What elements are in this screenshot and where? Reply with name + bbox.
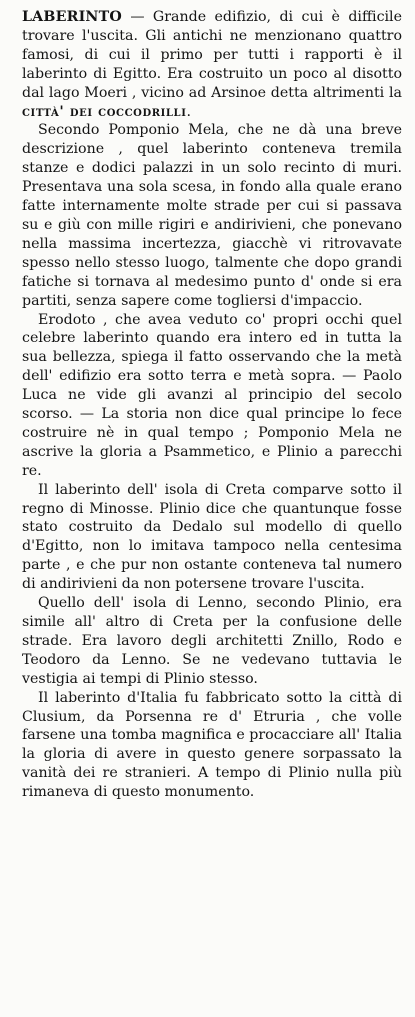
paragraph-intro-text: — Grande edifizio, di cui è difficile trovare l'uscita. Gli antichi ne menzionano quattro famosi, di cui il primo per tutti i rapporti è il laberinto di Egitto. Era costruito un poco al disotto dal lago Moeri , vicino ad Arsinoe detta altrimenti la <box>22 9 402 101</box>
paragraph-intro-end: . <box>186 103 191 120</box>
paragraph-intro <box>22 8 402 121</box>
paragraph-pomponio-mela: Secondo Pomponio Mela, che ne dà una breve descrizione , quel laberinto conteneva tremila stanze e dodici palazzi in un solo recinto di muri. Presentava una sola scesa, in fondo alla quale erano fatte internamente molte strade per cui si passava su e giù con mille rigiri e andirivieni, che ponevano nella massima incertezza, giacchè vi ritrovavate spesso nello stesso luogo, talmente che dopo grandi fatiche si tornava al medesimo punto d' onde si era partiti, senza sapere come togliersi d'impaccio. <box>22 122 402 309</box>
paragraph-creta: Il laberinto dell' isola di Creta comparve sotto il regno di Minosse. Plinio dice che quantunque fosse stato costruito da Dedalo sul modello di quello d'Egitto, non lo imitava tampoco nella centesima parte , e che pur non ostante conteneva tal numero di andirivieni da non potersene trovare l'uscita. <box>22 481 402 593</box>
city-of-crocodiles-smallcaps: città' dei coccodrilli <box>22 103 187 120</box>
paragraph-erodoto: Erodoto , che avea veduto co' propri occhi quel celebre laberinto quando era intero ed in tutta la sua bellezza, spiega il fatto osservando che la metà dell' edifizio era sotto terra e metà sopra. — Paolo Luca ne vide gli avanzi al principio del secolo scorso. — La storia non dice qual principe lo fece costruire nè in qual tempo ; Pomponio Mela ne ascrive la gloria a Psammetico, e Plinio a parecchi re. <box>22 311 402 479</box>
paragraph-italia: Il laberinto d'Italia fu fabbricato sotto la città di Clusium, da Porsenna re d' Etruria , che volle farsene una tomba magnifica e procacciare all' Italia la gloria di avere in questo genere sorpassato la vanità dei re stranieri. A tempo di Plinio nulla più rimaneva di questo monumento. <box>22 689 402 801</box>
entry-headword: LABERINTO <box>22 9 122 25</box>
paragraph-lenno: Quello dell' isola di Lenno, secondo Plinio, era simile all' altro di Creta per la confusione delle strade. Era lavoro degli architetti Znillo, Rodo e Teodoro da Lenno. Se ne vedevano tuttavia le vestigia ai tempi di Plinio stesso. <box>22 595 402 687</box>
